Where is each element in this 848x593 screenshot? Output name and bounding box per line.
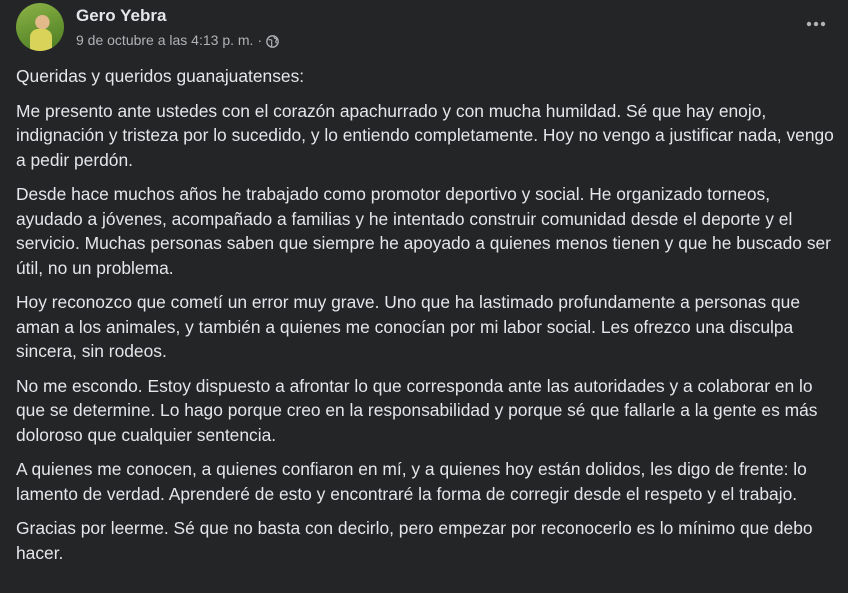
author-name[interactable]: Gero Yebra bbox=[76, 6, 167, 25]
more-options-button[interactable] bbox=[800, 10, 832, 38]
post-timestamp[interactable]: 9 de octubre a las 4:13 p. m. bbox=[76, 32, 254, 48]
post-header bbox=[16, 2, 279, 52]
post-paragraph: Desde hace muchos años he trabajado como promotor deportivo y social. He organizado torneos, ayudado a jóvenes, acompañado a familias y he intentado construir comunidad desde el deporte y el servicio. Muchas personas saben que siempre he apoyado a quienes menos tienen y que he buscado ser útil, no un problema. bbox=[16, 184, 831, 278]
post-paragraph-greeting: Queridas y queridos guanajuatenses: bbox=[16, 66, 305, 86]
post-paragraph: Me presento ante ustedes con el corazón apachurrado y con mucha humildad. Sé que hay enojo, indignación y tristeza por lo sucedido, y lo entiendo completamente. Hoy no vengo a justificar nada, vengo a pedir perdón. bbox=[16, 100, 834, 170]
avatar[interactable] bbox=[16, 3, 64, 51]
post-paragraph: A quienes me conocen, a quienes confiaron en mí, y a quienes hoy están dolidos, les digo de frente: lo lamento de verdad. Aprenderé de esto y encontraré la forma de corregir desde el respeto y el trabajo. bbox=[16, 459, 807, 504]
post-paragraph: Hoy reconozco que cometí un error muy grave. Uno que ha lastimado profundamente a personas que aman a los animales, y también a quienes me conocían por mi labor social. Les ofrezco una disculpa sincera, sin rodeos. bbox=[16, 292, 800, 361]
post-paragraph: Gracias por leerme. Sé que no basta con decirlo, pero empezar por reconocerlo es lo mínimo que debo hacer. bbox=[16, 518, 813, 563]
meta-separator: · bbox=[257, 32, 263, 48]
post-subline bbox=[76, 31, 279, 49]
post-paragraph: No me escondo. Estoy dispuesto a afrontar lo que corresponda ante las autoridades y a colaborar en lo que se determine. Lo hago porque creo en la responsabilidad y porque sé que fallarle a la gente es más doloroso que cualquier sentencia. bbox=[16, 375, 818, 445]
post-body bbox=[16, 64, 836, 575]
globe-icon[interactable] bbox=[266, 34, 279, 47]
post-meta bbox=[76, 5, 279, 49]
more-options-icon bbox=[806, 21, 826, 27]
